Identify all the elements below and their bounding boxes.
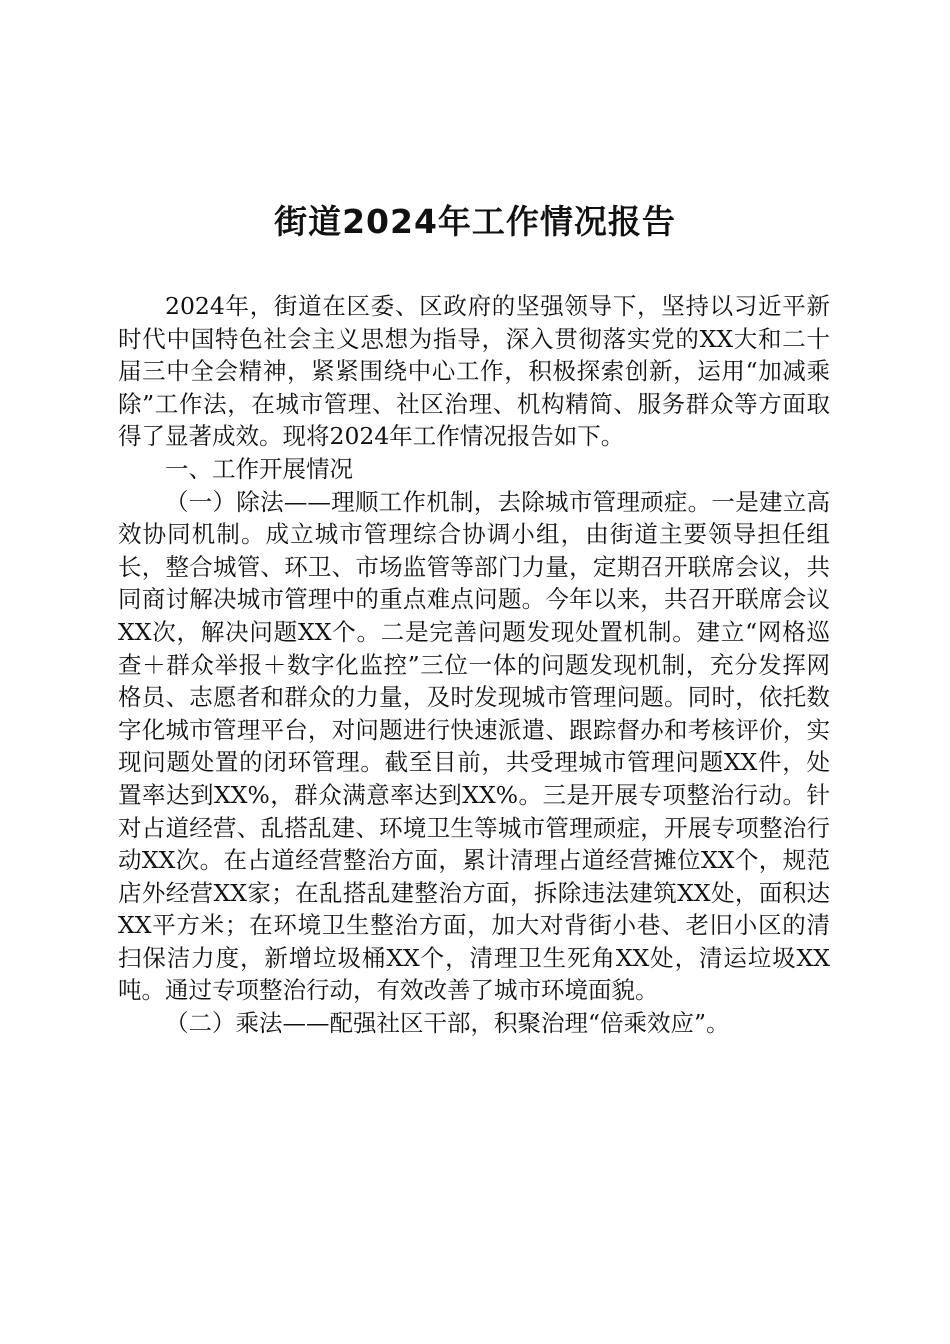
intro-paragraph: 2024年，街道在区委、区政府的坚强领导下，坚持以习近平新时代中国特色社会主义思想为指导，深入贯彻落实党的XX大和二十届三中全会精神，紧紧围绕中心工作，积极探索创新，运用“加减乘除”工作法，在城市管理、社区治理、机构精简、服务群众等方面取得了显著成效。现将2024年工作情况报告如下。	[118, 292, 830, 451]
document-title: 街道2024年工作情况报告	[274, 202, 676, 241]
subsection-paragraph-division: （一）除法——理顺工作机制，去除城市管理顽症。一是建立高效协同机制。成立城市管理综合协调小组，由街道主要领导担任组长，整合城管、环卫、市场监管等部门力量，定期召开联席会议，共同商讨解决城市管理中的重点难点问题。今年以来，共召开联席会议XX次，解决问题XX个。二是完善问题发现处置机制。建立“网格巡查＋群众举报＋数字化监控”三位一体的问题发现机制，充分发挥网格员、志愿者和群众的力量，及时发现城市管理问题。同时，依托数字化城市管理平台，对问题进行快速派遣、跟踪督办和考核评价，实现问题处置的闭环管理。截至目前，共受理城市管理问题XX件，处置率达到XX%，群众满意率达到XX%。三是开展专项整治行动。针对占道经营、乱搭乱建、环境卫生等城市管理顽症，开展专项整治行动XX次。在占道经营整治方面，累计清理占道经营摊位XX个，规范店外经营XX家；在乱搭乱建整治方面，拆除违法建筑XX处，面积达XX平方米；在环境卫生整治方面，加大对背街小巷、老旧小区的清扫保洁力度，新增垃圾桶XX个，清理卫生死角XX处，清运垃圾XX吨。通过专项整治行动，有效改善了城市环境面貌。	[118, 487, 830, 1005]
document-body	[118, 290, 830, 1040]
section-heading: 一、工作开展情况	[165, 454, 353, 483]
subsection-paragraph-multiplication: （二）乘法——配强社区干部，积聚治理“倍乘效应”。	[165, 1009, 730, 1038]
